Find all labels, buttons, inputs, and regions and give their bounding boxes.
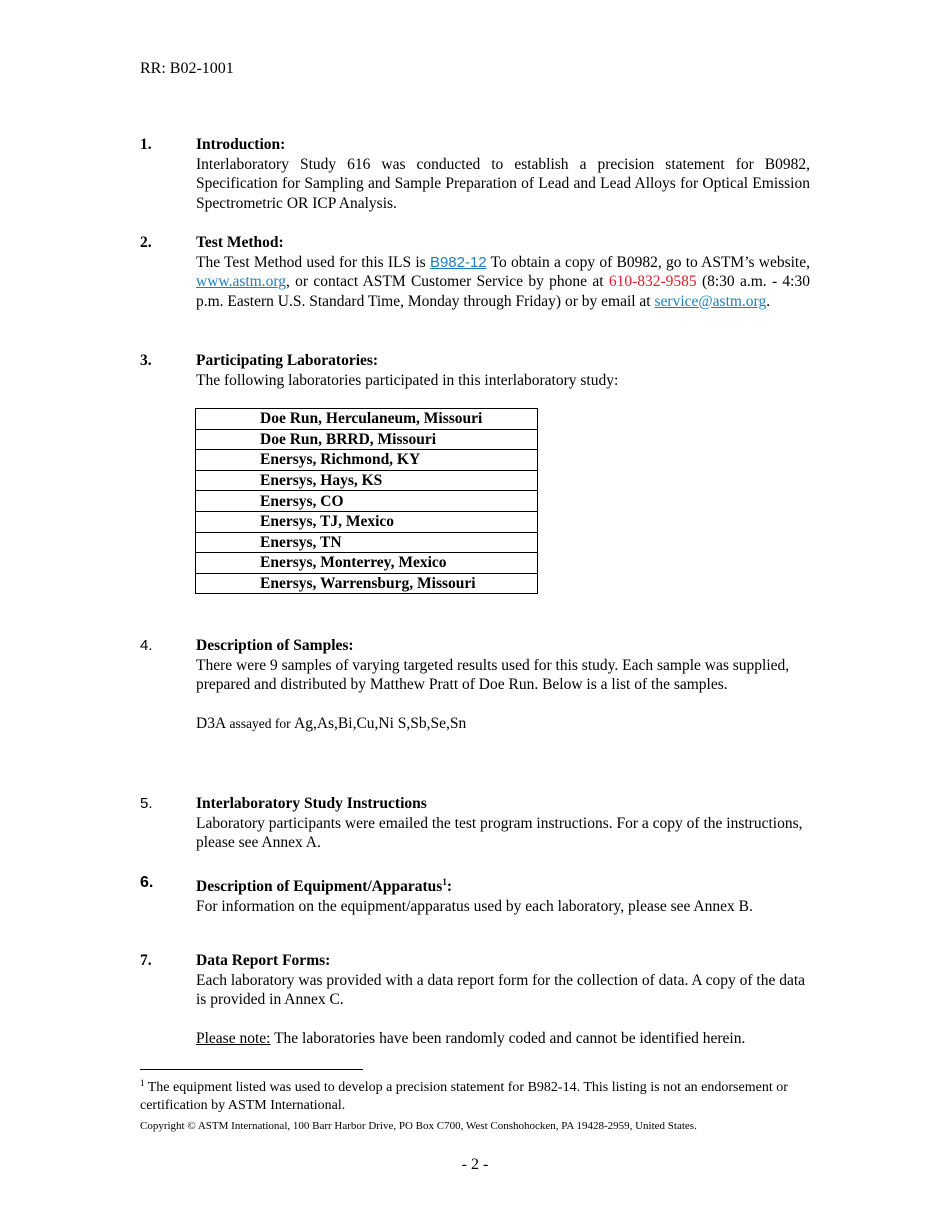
phone-number: 610-832-9585 [608,273,697,291]
running-header: RR: B02-1001 [140,60,234,77]
section-text: Each laboratory was provided with a data report form for the collection of data. A copy of the data is provided in Annex C. [196,971,806,1009]
page-number: - 2 - [461,1156,489,1173]
footnote-ref[interactable]: 1 [442,877,447,887]
section-title: Data Report Forms: [196,952,331,969]
title-colon: : [446,878,452,896]
table-row [196,553,538,574]
note-label: Please note: [196,1029,271,1047]
section-text: Laboratory participants were emailed the test program instructions. For a copy of the instructions, please see Annex A. [196,814,803,852]
table-row [196,429,538,450]
table-row [196,409,538,430]
astm-website-link[interactable]: www.astm.org [196,273,286,291]
lab-name: Enersys, TN [196,532,538,553]
section-title [196,873,810,897]
table-row [196,450,538,471]
table-row [196,491,538,512]
lab-name: Enersys, CO [196,491,538,512]
section-text: For information on the equipment/apparatus used by each laboratory, please see Annex B. [196,897,753,915]
email-link[interactable]: service@astm.org [654,292,767,310]
table-row [196,511,538,532]
text-run: assayed for [226,715,294,731]
section-number: 4. [140,637,153,654]
note-line [196,1029,810,1049]
table-row [196,532,538,553]
footnote [140,1079,820,1114]
section-title: Participating Laboratories: [196,352,379,369]
section-text: Interlaboratory Study 616 was conducted to establish a precision statement for B0982, Specification for Sampling and Sample Preparation of Lead and Lead Alloys for Optical Emission Spectrometric OR ICP Analysis. [196,155,810,212]
section-participating-labs [140,351,810,390]
section-number: 5. [140,795,153,812]
table-row [196,573,538,594]
section-title: Interlaboratory Study Instructions [196,795,427,812]
section-title: Introduction: [196,136,286,153]
copyright-notice: Copyright © ASTM International, 100 Barr Harbor Drive, PO Box C700, West Conshohocken, PA 19428-2959, United States. [140,1120,697,1132]
laboratories-table [195,408,538,594]
footnote-text: The equipment listed was used to develop a precision statement for B982-14. This listing is not an endorsement or certification by ASTM International. [140,1080,788,1113]
section-number: 6. [140,874,154,891]
text-run: . [766,292,771,310]
footnote-divider [140,1069,363,1070]
section-number: 3. [140,352,152,369]
sample-id: D3A [196,714,227,732]
section-data-report-forms [140,951,810,1048]
section-ils-instructions [140,794,810,853]
section-text: There were 9 samples of varying targeted results used for this study. Each sample was supplied, prepared and distributed by Matthew Pratt of Doe Run. Below is a list of the samples. [196,656,790,694]
section-introduction [140,135,810,213]
lab-name: Doe Run, BRRD, Missouri [196,429,538,450]
lab-name: Doe Run, Herculaneum, Missouri [196,409,538,430]
text-run: To obtain a copy of B0982, go to ASTM’s website, [486,253,810,271]
lab-name: Enersys, TJ, Mexico [196,511,538,532]
section-test-method [140,233,810,311]
note-text: The laboratories have been randomly coded and cannot be identified herein. [270,1029,746,1047]
text-run: (8:30 a.m. - 4:30 p.m. Eastern U.S. Standard Time, Monday through Friday) or by email at [196,273,810,310]
section-text [196,253,810,312]
section-number: 2. [140,234,152,251]
sample-line [196,714,810,734]
lab-name: Enersys, Monterrey, Mexico [196,553,538,574]
table-row [196,470,538,491]
footnote-marker: 1 [140,1078,145,1088]
section-title: Description of Samples: [196,637,354,654]
section-text: The following laboratories participated in this interlaboratory study: [196,371,619,389]
section-title: Test Method: [196,234,284,251]
test-method-link[interactable]: B982-12 [429,253,487,271]
lab-name: Enersys, Hays, KS [196,470,538,491]
text-run: , or contact ASTM Customer Service by phone at [285,273,609,291]
section-number: 7. [140,952,152,969]
section-description-of-samples [140,636,810,733]
lab-name: Enersys, Warrensburg, Missouri [196,573,538,594]
text-run: The Test Method used for this ILS is [196,253,430,271]
sample-elements: Ag,As,Bi,Cu,Ni S,Sb,Se,Sn [294,714,467,732]
lab-name: Enersys, Richmond, KY [196,450,538,471]
section-number: 1. [140,136,152,153]
title-text: Description of Equipment/Apparatus [196,878,443,896]
section-equipment [140,873,810,916]
